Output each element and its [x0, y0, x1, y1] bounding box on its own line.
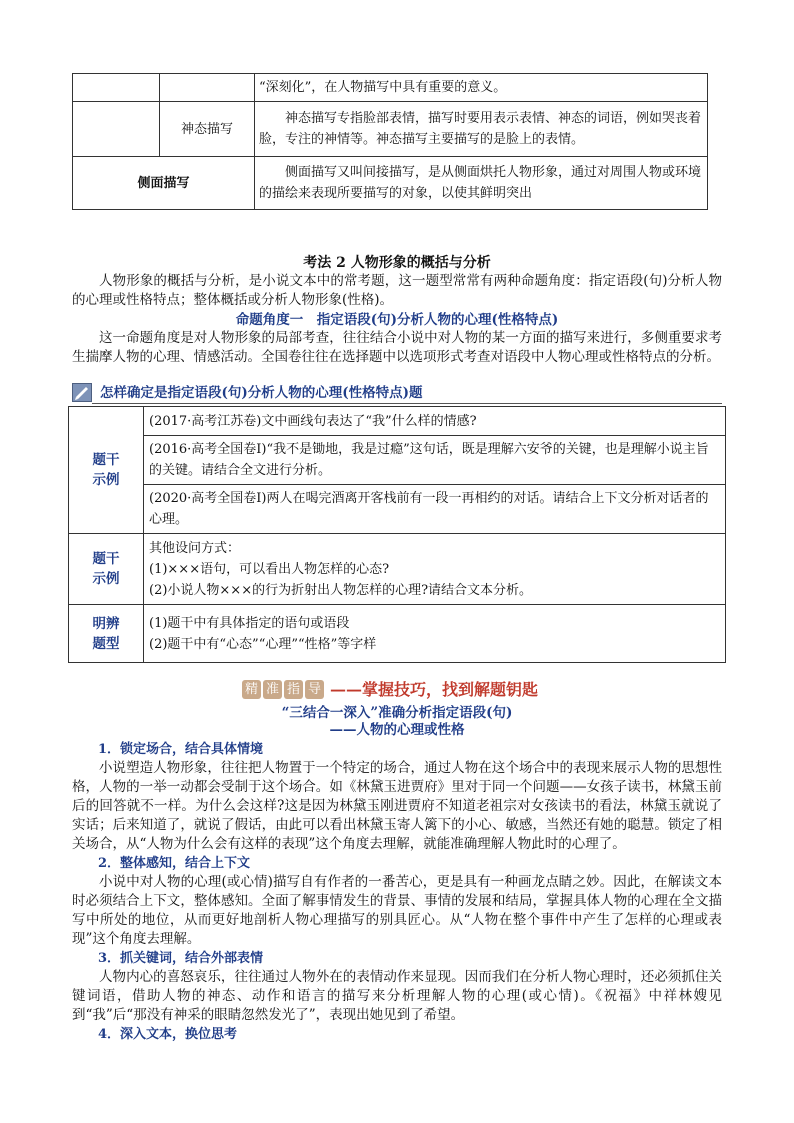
note-icon: [72, 383, 92, 402]
guide-item-title: 2．整体感知，结合上下文: [98, 856, 251, 871]
badge-char: 精: [242, 680, 261, 699]
label-text: 明辨题型: [92, 615, 120, 652]
angle-title: 命题角度一 指定语段(句)分析人物的心理(性格特点): [235, 312, 559, 328]
guide-item-text: 人物内心的喜怒哀乐，往往通过人物外在的表情动作来显现。因而我们在分析人物心理时，还必须抓住关键词语，借助人物的神态、动作和语言的描写来分析理解人物的心理(或心情)。《祝福》中祥林嫂见到“我”后“那没有神采的眼睛忽然发光了”，表现出她见到了希望。: [72, 969, 722, 1023]
table-cell-empty: [73, 74, 160, 102]
example-3: (2020·高考全国卷Ⅰ)两人在喝完酒离开客栈前有一段一再相约的对话。请结合上下文分析对话者的心理。: [144, 485, 726, 534]
other-questions-cell: [144, 534, 726, 605]
other-item-2: (2)小说人物×××的行为折射出人物怎样的心理?请结合文本分析。: [149, 582, 533, 598]
badge-char: 指: [284, 680, 303, 699]
guide-item-text: 小说中对人物的心理(或心情)描写自有作者的一番苦心，更是具有一种画龙点睛之妙。因此，在解读文本时必须结合上下文，整体感知。全面了解事情发生的背景、事情的发展和结局，掌握具体人物的心理在全文描写中所处的地位，从而更好地剖析人物心理描写的别具匠心。从“人物在整个事件中产生了怎样的心理或表现”这个角度去理解。: [72, 874, 722, 947]
intro-paragraph: [72, 272, 722, 310]
table-cell-text: “深刻化”，在人物描写中具有重要的意义。: [255, 74, 708, 102]
guide-subtitle-2: ——人物的心理或性格: [329, 722, 465, 738]
other-title: 其他设问方式：: [149, 540, 241, 556]
description-table: [72, 73, 708, 210]
intro-text: 人物形象的概括与分析，是小说文本中的常考题，这一题型常常有两种命题角度：指定语段(句)分析人物的心理或性格特点；整体概括或分析人物形象(性格)。: [72, 273, 722, 308]
table-label-examples-2: [69, 534, 144, 605]
table-cell-empty: [73, 102, 160, 157]
guide-item-title: 1．锁定场合，结合具体情境: [98, 742, 264, 757]
badge-char: 准: [263, 680, 282, 699]
table-cell-label: 侧面描写: [73, 157, 255, 210]
howto-heading: [72, 383, 722, 403]
guide-items: [72, 740, 722, 1044]
guide-heading: [242, 680, 662, 702]
example-2: (2016·高考全国卷Ⅰ)“我不是锄地，我是过瘾”这句话，既是理解六安爷的关键，也是理解小说主旨的关键。请结合全文进行分析。: [144, 436, 726, 485]
table-cell-label: 神态描写: [160, 102, 255, 157]
label-text: 题干示例: [92, 551, 120, 587]
guide-heading-text: ——掌握技巧，找到解题钥匙: [330, 680, 539, 699]
table-cell-text: 神态描写专指脸部表情，描写时要用表示表情、神态的词语，例如哭丧着脸，专注的神情等。神态描写主要描写的是脸上的表情。: [255, 102, 708, 157]
guide-subtitle-1: “三结合一深入”准确分析指定语段(句): [281, 705, 513, 721]
guide-item-title: 3．抓关键词，结合外部表情: [98, 951, 264, 966]
angle-paragraph: [72, 329, 722, 367]
heading-underline: [92, 403, 722, 404]
badge-char: 导: [305, 680, 324, 699]
label-text: 题干示例: [92, 452, 120, 488]
table-cell-empty: [160, 74, 255, 102]
distinguish-item-1: (1)题干中有具体指定的语句或语段: [149, 615, 350, 631]
question-type-table: [68, 406, 726, 663]
guide-item-title: 4．深入文本，换位思考: [98, 1027, 238, 1042]
guide-badge: [242, 680, 324, 699]
distinguish-item-2: (2)题干中有“心态”“心理”“性格”等字样: [149, 636, 377, 652]
howto-title: 怎样确定是指定语段(句)分析人物的心理(性格特点)题: [100, 385, 423, 401]
section-title: 考法 2 人物形象的概括与分析: [303, 255, 491, 271]
table-cell-text: 侧面描写又叫间接描写，是从侧面烘托人物形象，通过对周围人物或环境的描绘来表现所要描写的对象，以使其鲜明突出: [255, 157, 708, 210]
guide-item-text: 小说塑造人物形象，往往把人物置于一个特定的场合，通过人物在这个场合中的表现来展示人物的思想性格，人物的一举一动都会受制于这个场合。如《林黛玉进贾府》里对于同一个问题——女孩子读书，林黛玉前后的回答就不一样。为什么会这样?这是因为林黛玉刚进贾府不知道老祖宗对女孩读书的看法，林黛玉就说了实话；后来知道了，就说了假话，由此可以看出林黛玉寄人篱下的小心、敏感，当然还有她的聪慧。锁定了相关场合，从“人物为什么会有这样的表现”这个角度去理解，就能准确理解人物此时的心理了。: [72, 760, 722, 852]
other-item-1: (1)×××语句，可以看出人物怎样的心态?: [149, 561, 390, 577]
table-label-examples: [69, 407, 144, 534]
example-1: (2017·高考江苏卷)文中画线句表达了“我”什么样的情感?: [144, 407, 726, 436]
table-label-distinguish: [69, 605, 144, 663]
distinguish-cell: [144, 605, 726, 663]
angle-text: 这一命题角度是对人物形象的局部考查，往往结合小说中对人物的某一方面的描写来进行，多侧重要求考生揣摩人物的心理、情感活动。全国卷往往在选择题中以选项形式考查对语段中人物心理或性格特点的分析。: [72, 330, 722, 365]
